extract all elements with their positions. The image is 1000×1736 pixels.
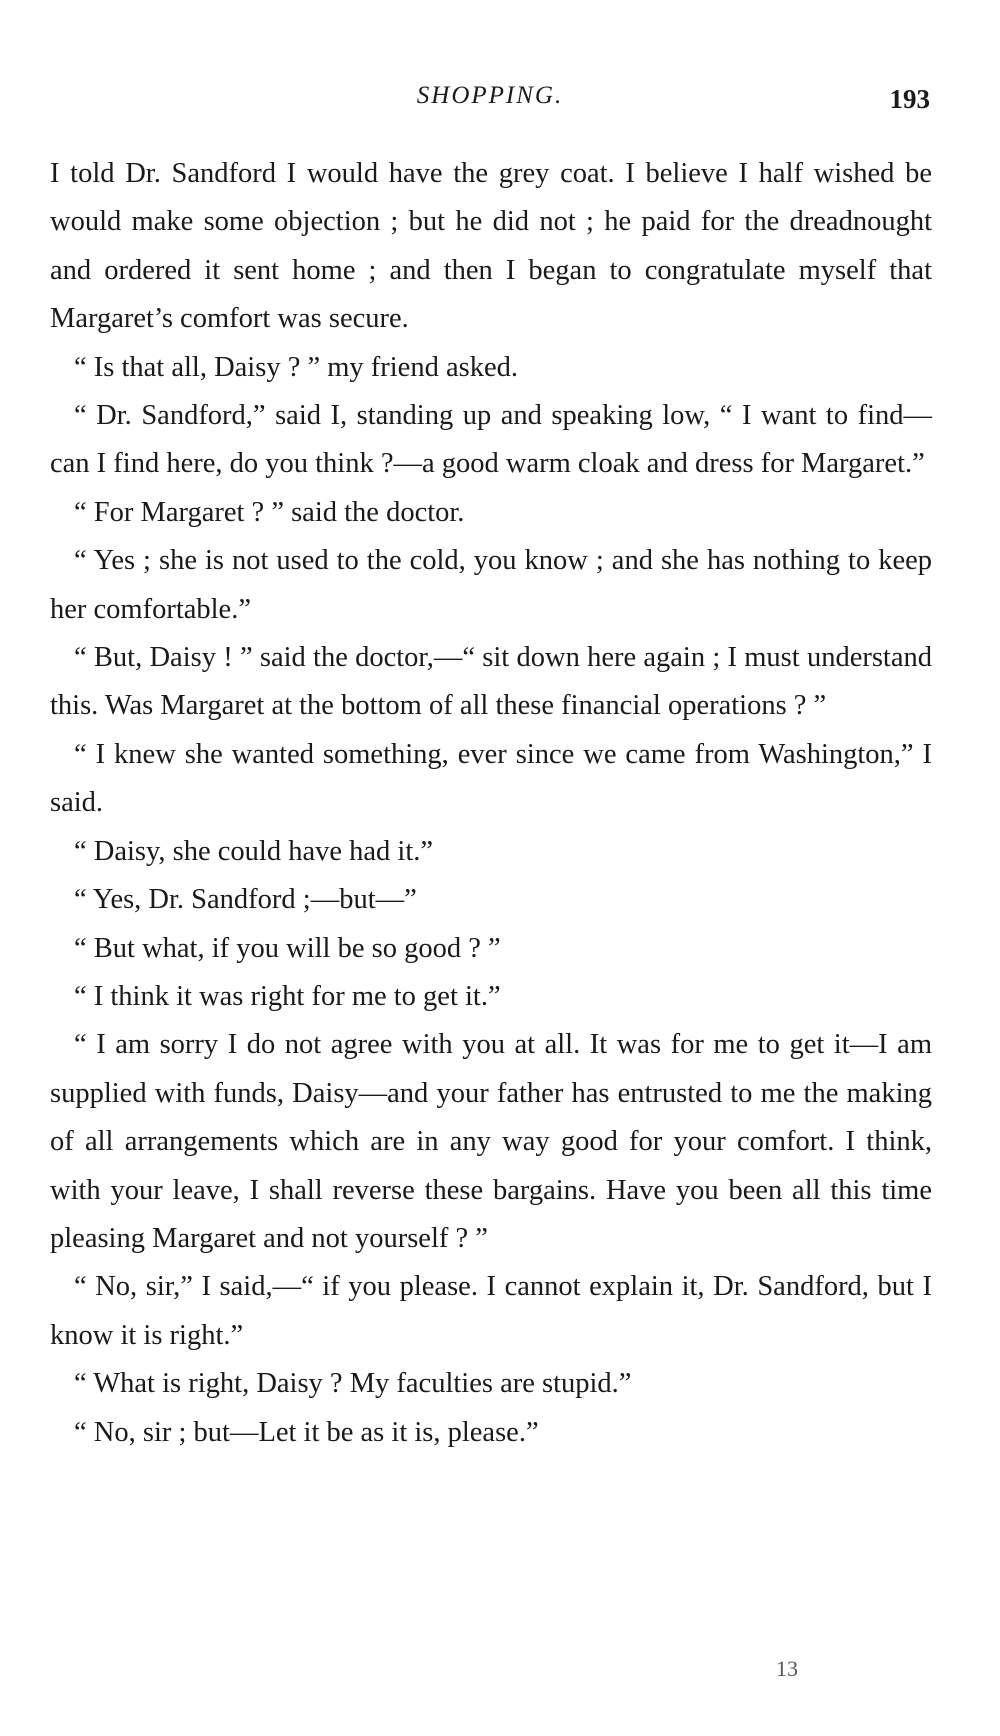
paragraph: “ No, sir,” I said,—“ if you please. I cannot explain it, Dr. Sandford, but I know it is right.” (50, 1271, 932, 1351)
page-number: 193 (889, 84, 930, 114)
paragraph: “ I think it was right for me to get it.” (74, 980, 501, 1012)
paragraph: “ I knew she wanted something, ever since we came from Washington,” I said. (50, 738, 932, 819)
paragraph: “ No, sir ; but—Let it be as it is, please.” (74, 1416, 539, 1448)
paragraph: “ What is right, Daisy ? My faculties are stupid.” (74, 1368, 632, 1400)
paragraph: “ But, Daisy ! ” said the doctor,—“ sit down here again ; I must understand this. Was Margaret at the bottom of all these financial operations ? ” (50, 642, 932, 722)
paragraph: “ Yes, Dr. Sandford ;—but—” (74, 884, 417, 916)
running-title: SHOPPING. (416, 82, 564, 109)
paragraph: “ Dr. Sandford,” said I, standing up and speaking low, “ I want to find—can I find here, do you think ?—a good warm cloak and dress for Margaret.” (50, 400, 932, 480)
signature-mark: 13 (776, 1656, 798, 1681)
paragraph: “ Yes ; she is not used to the cold, you know ; and she has nothing to keep her comfortable.” (50, 545, 932, 625)
paragraph: “ I am sorry I do not agree with you at all. It was for me to get it—I am supplied with funds, Daisy—and your father has entrusted to me the making of all arrangements which are in any way good for your comfort. I think, with your leave, I shall reverse these bargains. Have you been all this time pleasing Margaret and not yourself ? ” (50, 1029, 932, 1254)
paragraph: “ Is that all, Daisy ? ” my friend asked. (74, 351, 518, 383)
paragraph: “ Daisy, she could have had it.” (74, 835, 434, 867)
paragraph: “ For Margaret ? ” said the doctor. (74, 496, 465, 528)
paragraph: I told Dr. Sandford I would have the grey coat. I believe I half wished be would make some objection ; but he did not ; he paid for the dreadnought and ordered it sent home ; and then I began to congratulate myself that Margaret’s comfort was secure. (50, 158, 932, 335)
body-text (50, 150, 932, 1457)
paragraph: “ But what, if you will be so good ? ” (74, 932, 501, 964)
running-head (50, 82, 930, 122)
